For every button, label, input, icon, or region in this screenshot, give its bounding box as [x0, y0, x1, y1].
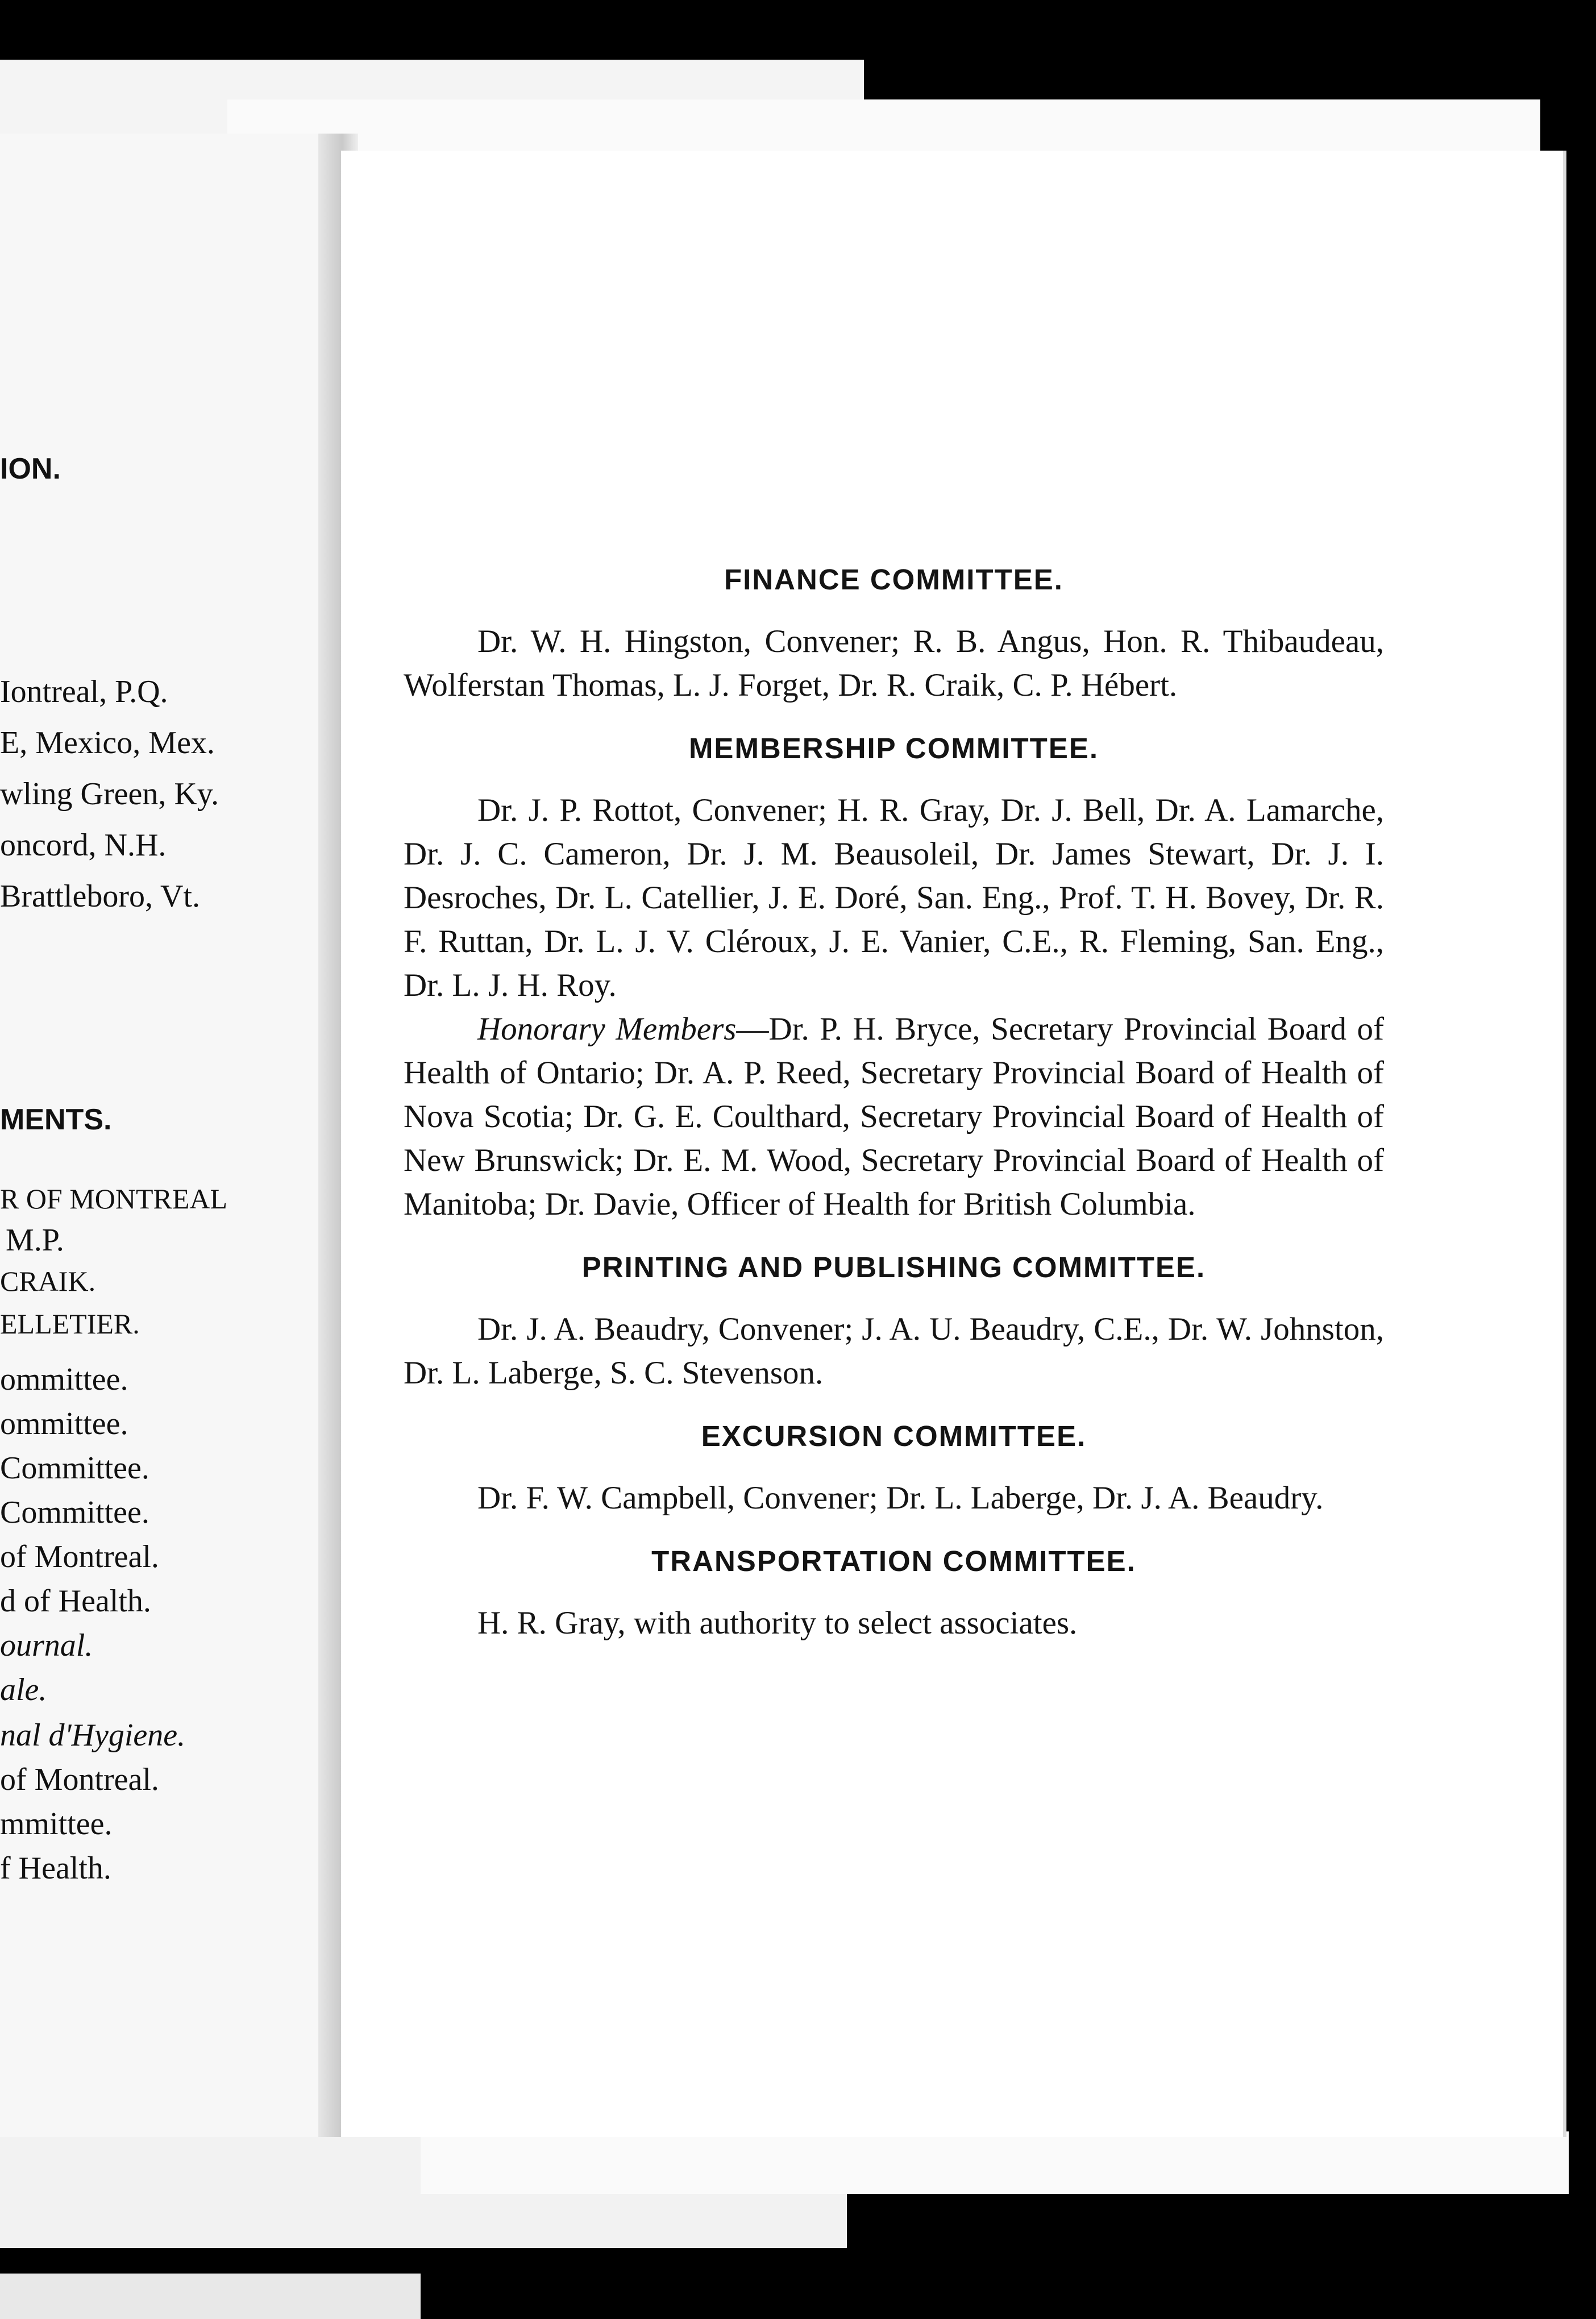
section-body: Dr. F. W. Campbell, Convener; Dr. L. Laberge, Dr. J. A. Beaudry. — [477, 1480, 1324, 1516]
left-fragment: of Montreal. — [0, 1539, 159, 1574]
left-fragment: oncord, N.H. — [0, 828, 167, 863]
left-fragment: wling Green, Ky. — [0, 776, 219, 812]
left-fragment: ommittee. — [0, 1406, 128, 1441]
page-edge-bottom-back — [421, 2131, 1569, 2194]
left-fragment: Committee. — [0, 1451, 149, 1486]
left-fragment: nal d'Hygiene. — [0, 1718, 186, 1753]
left-fragment: of Montreal. — [0, 1762, 159, 1797]
honorary-label: Honorary Members — [477, 1011, 737, 1047]
right-page — [341, 151, 1566, 2137]
left-fragment: ale. — [0, 1672, 47, 1707]
section-body: Dr. J. P. Rottot, Convener; H. R. Gray, Dr. J. Bell, Dr. A. Lamarche, Dr. J. C. Cameron, Dr. J. M. Beausoleil, Dr. James Stewart, Dr. J. I. Desroches, Dr. L. Catellier, J. E. Doré, San. Eng., Prof. T. H. Bovey, Dr. R. F. Ruttan, Dr. L. J. V. Cléroux, J. E. Vanier, C.E., R. Fleming, San. Eng., Dr. L. J. H. Roy. — [404, 792, 1384, 1003]
left-fragment: Brattleboro, Vt. — [0, 879, 201, 914]
left-fragment: CRAIK. — [0, 1265, 96, 1297]
section-heading: PRINTING AND PUBLISHING COMMITTEE. — [581, 1251, 1206, 1283]
left-fragment: R OF MONTREAL — [0, 1183, 228, 1215]
left-fragment: E, Mexico, Mex. — [0, 725, 215, 760]
section-heading: FINANCE COMMITTEE. — [724, 563, 1063, 596]
committee-list — [404, 560, 1384, 1666]
left-fragment: f Health. — [0, 1851, 111, 1886]
left-fragment: mmittee. — [0, 1806, 113, 1842]
left-fragment: MENTS. — [0, 1103, 112, 1136]
honorary-members — [404, 1007, 1384, 1226]
section-body: H. R. Gray, with authority to select associates. — [477, 1605, 1078, 1641]
left-fragment: ION. — [0, 452, 61, 485]
section-heading: TRANSPORTATION COMMITTEE. — [651, 1545, 1136, 1577]
left-fragment: Committee. — [0, 1495, 149, 1530]
page-edge-foot — [0, 2274, 421, 2319]
left-fragment: d of Health. — [0, 1584, 151, 1619]
section-heading: MEMBERSHIP COMMITTEE. — [688, 732, 1099, 764]
section-body: Dr. J. A. Beaudry, Convener; J. A. U. Beaudry, C.E., Dr. W. Johnston, Dr. L. Laberge, S. C. Stevenson. — [404, 1311, 1384, 1391]
left-fragment: ournal. — [0, 1628, 93, 1663]
section-heading: EXCURSION COMMITTEE. — [701, 1420, 1087, 1452]
left-fragment: Iontreal, P.Q. — [0, 674, 168, 709]
section-body: Dr. W. H. Hingston, Convener; R. B. Angus, Hon. R. Thibaudeau, Wolferstan Thomas, L. J. Forget, Dr. R. Craik, C. P. Hébert. — [404, 624, 1384, 703]
left-fragment: ommittee. — [0, 1362, 128, 1397]
honorary-body: —Dr. P. H. Bryce, Secretary Provincial Board of Health of Ontario; Dr. A. P. Reed, Secretary Provincial Board of Health of Nova Scotia; Dr. G. E. Coulthard, Secretary Provincial Board of Health of New Brunswick; Dr. E. M. Wood, Secretary Provincial Board of Health of Manitoba; Dr. Davie, Officer of Health for British Columbia. — [404, 1011, 1384, 1222]
left-page — [0, 134, 352, 2137]
left-fragment: M.P. — [6, 1223, 64, 1258]
left-fragment: ELLETIER. — [0, 1308, 140, 1340]
